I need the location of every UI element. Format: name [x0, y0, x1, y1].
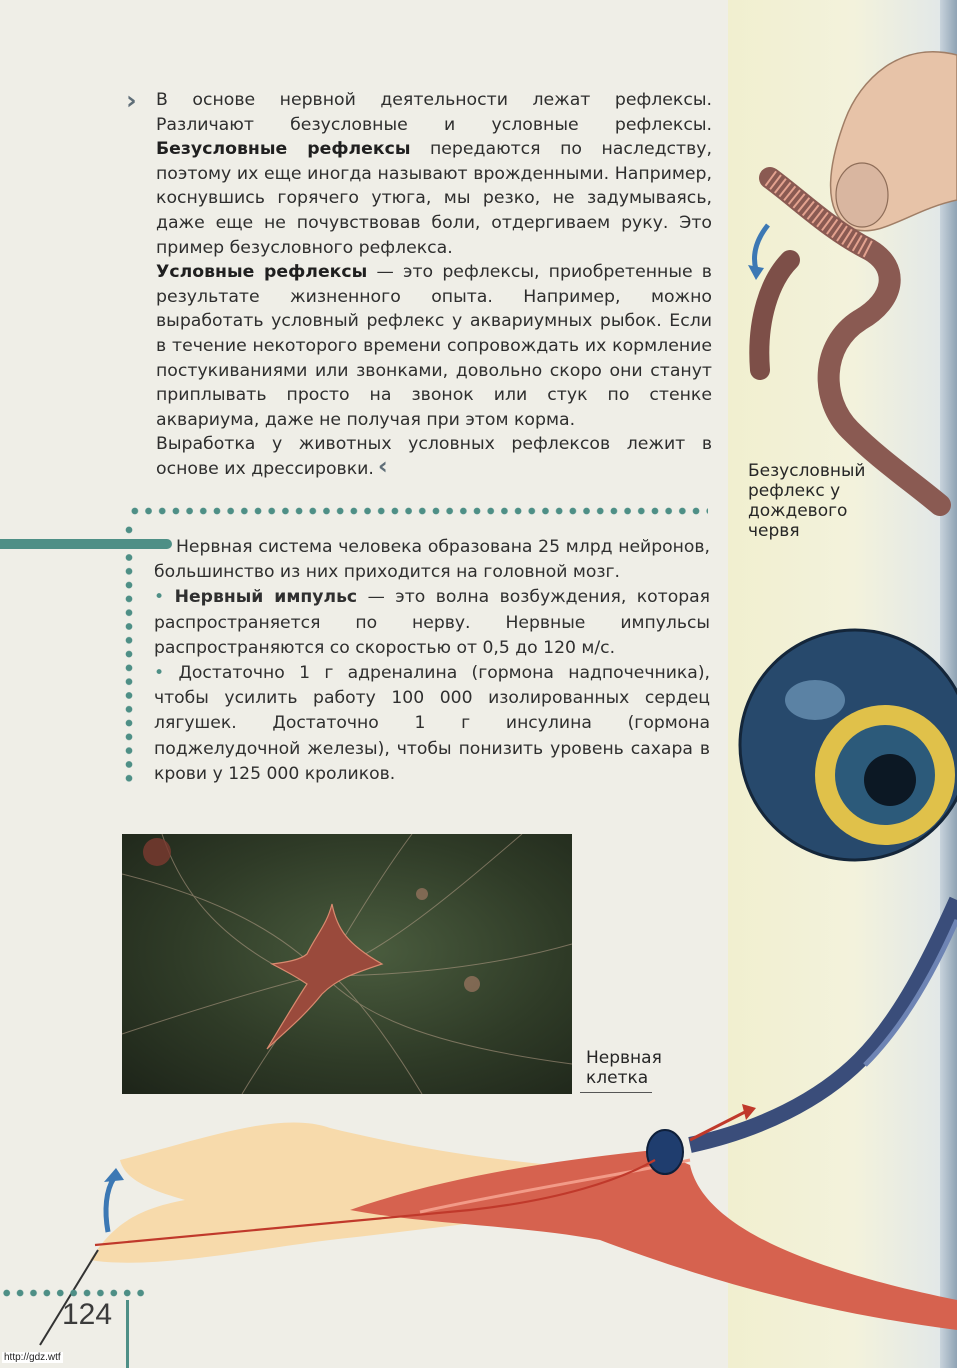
fact-hormones	[154, 661, 710, 787]
term-unconditioned: Безусловные рефлексы	[156, 139, 411, 160]
paragraph-training	[156, 432, 712, 481]
paragraph-text: Выработка у животных условных рефлексов лежит в основе их дрессировки.	[156, 434, 712, 479]
main-text	[156, 88, 712, 482]
arrow-up-icon	[106, 1178, 114, 1232]
page-number: 124	[62, 1298, 113, 1331]
nerve-cell-image	[122, 834, 572, 1094]
paragraph-text: — это рефлексы, приобретенные в результате жизненного опыта. Например, можно выработать условный рефлекс у аквариумных рыбок. Если в течение некоторого времени сопровождать их кормление постукиваниями или звонками, довольно скоро они станут приплывать просто на звонок или стук по стенке аквариума, даже не получая при этом корма.	[156, 262, 712, 430]
text-end-marker: ‹	[377, 451, 388, 480]
nerve-cell-photo	[122, 834, 572, 1094]
arrow-down-icon	[755, 225, 769, 270]
watermark: http://gdz.wtf	[4, 1352, 61, 1363]
paragraph-conditioned	[156, 260, 712, 432]
footer-dots	[0, 1288, 150, 1298]
nerve-cell-caption: Нервная клетка	[586, 1048, 662, 1088]
paragraph-unconditioned	[156, 88, 712, 260]
bullet-icon: •	[154, 587, 165, 608]
paragraph-text: передаются по наследству, поэтому их еще иногда называют врожденными. Например, коснувшись горячего утюга, мы резко, не задумываясь, даже еще не почувствовав боли, отдергиваем руку. Это пример безусловного рефлекса.	[156, 139, 712, 258]
nerve-cross-section	[647, 1130, 683, 1174]
facts-bar	[0, 539, 172, 549]
fact-text: — это волна возбуждения, которая распространяется по нерву. Нервные импульсы распространяются со скоростью от 0,5 до 120 м/с.	[154, 587, 710, 658]
fact-neurons: Нервная система человека образована 25 млрд нейронов, большинство из них приходится на головной мозг.	[154, 537, 710, 583]
fingernail	[836, 163, 888, 227]
term-impulse: Нервный импульс	[174, 587, 358, 608]
page-rule	[126, 1300, 129, 1368]
dotted-border	[124, 523, 134, 785]
nerve-fiber	[690, 900, 957, 1145]
facts-box	[154, 535, 710, 787]
fact-text: Достаточно 1 г адреналина (гормона надпочечника), чтобы усилить работу 100 000 изолированных сердец лягушек. Достаточно 1 г инсулина (гормона поджелудочной железы), чтобы понизить уровень сахара в крови у 125 000 кроликов.	[154, 663, 710, 784]
term-conditioned: Условные рефлексы	[156, 262, 368, 283]
paragraph-text: В основе нервной деятельности лежат рефлексы. Различают безусловные и условные рефлексы.	[156, 90, 712, 135]
neuron-body	[267, 904, 382, 1049]
dotted-divider	[128, 506, 708, 516]
fact-impulse	[154, 585, 710, 661]
worm-caption: Безусловный рефлекс у дождевого червя	[748, 461, 866, 541]
bullet-icon: •	[154, 663, 165, 684]
caption-line	[580, 1092, 652, 1093]
text-start-marker: ›	[126, 86, 137, 116]
